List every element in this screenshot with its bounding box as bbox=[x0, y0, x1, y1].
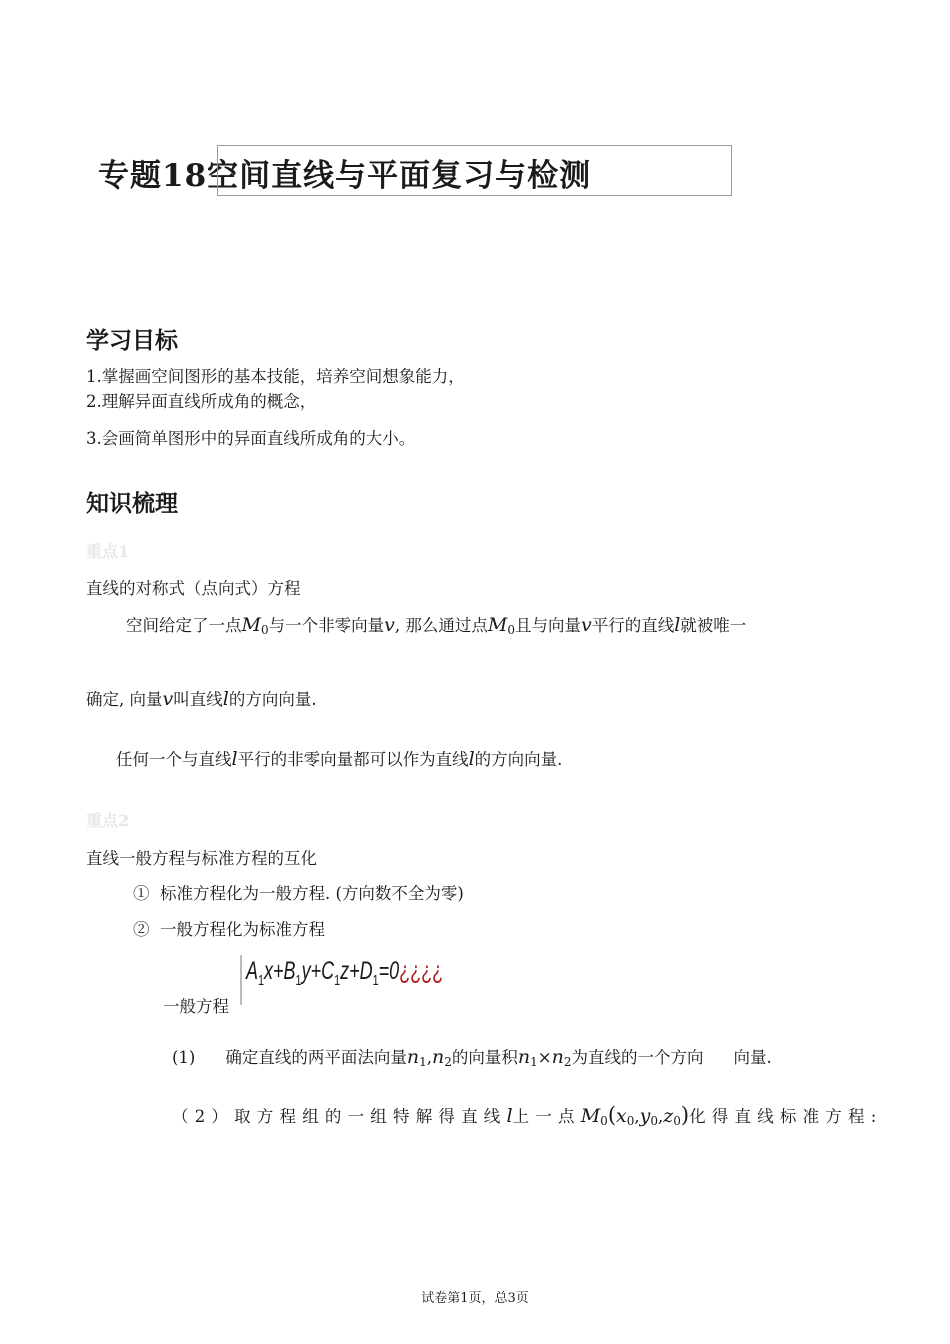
math-sub: 0 bbox=[507, 623, 515, 637]
math-sub: 0 bbox=[600, 1114, 608, 1128]
text-run: 取方程组的一组特解得直线 bbox=[234, 1107, 507, 1126]
key-point-label: 重点1 bbox=[86, 542, 130, 561]
step-number: (1) bbox=[172, 1048, 196, 1067]
text-run: 平行的直线 bbox=[591, 616, 675, 635]
text-run: 上一点 bbox=[512, 1107, 581, 1126]
paragraph-line bbox=[126, 612, 746, 636]
paragraph-line bbox=[116, 746, 562, 770]
text-run: 的方向向量. bbox=[228, 690, 317, 709]
math-sub: 1 bbox=[419, 1055, 427, 1069]
eq-term: z bbox=[340, 957, 350, 985]
text-run: 确定, 向量 bbox=[86, 690, 163, 709]
math-var: n bbox=[517, 1046, 531, 1068]
eq-op: + bbox=[273, 957, 284, 985]
math-var: l bbox=[468, 748, 475, 770]
equation-brace bbox=[240, 955, 242, 1005]
section-heading-goals: 学习目标 bbox=[86, 328, 178, 354]
text-run: , bbox=[426, 1048, 433, 1067]
goal-item: 1.掌握画空间图形的基本技能，培养空间想象能力， bbox=[86, 367, 465, 386]
list-text: 一般方程化为标准方程 bbox=[160, 920, 325, 939]
math-var: l bbox=[506, 1105, 513, 1127]
text-run: 化得直线标准方程: bbox=[689, 1107, 883, 1126]
math-sub: 0 bbox=[626, 1114, 635, 1128]
math-op: × bbox=[537, 1048, 552, 1067]
list-item bbox=[133, 916, 325, 940]
math-sub: 2 bbox=[444, 1055, 452, 1069]
math-sub: 2 bbox=[563, 1055, 572, 1069]
math-var: v bbox=[384, 614, 395, 636]
eq-term: =0 bbox=[378, 957, 400, 985]
eq-term: y bbox=[301, 957, 311, 985]
eq-sub: 1 bbox=[295, 972, 302, 989]
paragraph-line bbox=[86, 686, 317, 710]
math-var: M bbox=[487, 614, 508, 636]
math-var: n bbox=[551, 1046, 564, 1068]
text-run: 确定直线的两平面法向量 bbox=[225, 1048, 407, 1067]
page-footer: 试卷第1页，总3页 bbox=[421, 1291, 529, 1306]
title-frame bbox=[217, 145, 732, 196]
text-run: 的向量积 bbox=[451, 1048, 518, 1067]
eq-term: C bbox=[321, 957, 335, 985]
text-run: 叫直线 bbox=[173, 690, 223, 709]
eq-sub: 1 bbox=[258, 972, 265, 989]
text-run: 空间给定了一点 bbox=[126, 616, 242, 635]
text-run: 为直线的一个方向 bbox=[571, 1048, 704, 1067]
step-line: （2）取方程组的一组特解得直线l上一点M0(x0,y0,z0)化得直线标准方程: bbox=[172, 1103, 883, 1128]
math-sub: 1 bbox=[530, 1055, 538, 1069]
step-line bbox=[172, 1044, 772, 1068]
math-var: n bbox=[406, 1046, 420, 1068]
eq-sub: 1 bbox=[334, 972, 341, 989]
math-var: x bbox=[616, 1105, 627, 1127]
goal-item: 2.理解异面直线所成角的概念， bbox=[86, 392, 317, 411]
math-var: M bbox=[580, 1105, 601, 1127]
list-number: ① bbox=[133, 884, 150, 903]
key-point-label: 重点2 bbox=[86, 811, 130, 830]
key-point-subtitle: 直线一般方程与标准方程的互化 bbox=[86, 849, 317, 868]
math-sub: 0 bbox=[650, 1114, 658, 1128]
text-run: 就被唯一 bbox=[680, 616, 747, 635]
math-var: z bbox=[663, 1105, 674, 1127]
section-heading-knowledge: 知识梳理 bbox=[86, 491, 178, 517]
math-var: M bbox=[241, 614, 261, 636]
list-text: 标准方程化为一般方程. (方向数不全为零) bbox=[160, 884, 464, 903]
text-run: , bbox=[658, 1107, 664, 1126]
list-item bbox=[133, 880, 464, 904]
step-number: （2） bbox=[172, 1107, 235, 1126]
math-sub: 0 bbox=[673, 1114, 681, 1128]
math-var: l bbox=[231, 748, 238, 770]
text-run: 平行的非零向量都可以作为直线 bbox=[237, 750, 469, 769]
math-var: l bbox=[222, 688, 229, 710]
eq-term: x bbox=[264, 957, 274, 985]
key-point-subtitle: 直线的对称式（点向式）方程 bbox=[86, 579, 301, 598]
math-var: l bbox=[674, 614, 681, 636]
text-run: 的方向向量. bbox=[474, 750, 563, 769]
math-sub: 0 bbox=[260, 623, 269, 637]
goal-item: 3.会画简单图形中的异面直线所成角的大小。 bbox=[86, 429, 416, 448]
math-var: y bbox=[639, 1105, 651, 1127]
general-equation bbox=[246, 957, 444, 989]
page-title: 专题18空间直线与平面复习与检测 bbox=[98, 158, 592, 194]
text-run: , 那么通过点 bbox=[394, 616, 488, 635]
general-equation-label: 一般方程 bbox=[163, 997, 229, 1016]
eq-op: + bbox=[310, 957, 322, 985]
garbled-glyphs: ¿¿¿¿ bbox=[399, 957, 444, 985]
text-run: 向量. bbox=[733, 1048, 772, 1067]
text-run: 任何一个与直线 bbox=[116, 750, 232, 769]
list-number: ② bbox=[133, 920, 150, 939]
eq-term: A bbox=[246, 957, 259, 985]
math-var: n bbox=[432, 1046, 445, 1068]
eq-term: B bbox=[283, 957, 296, 985]
math-var: v bbox=[162, 688, 174, 710]
text-run: , bbox=[634, 1107, 640, 1126]
eq-op: + bbox=[349, 957, 360, 985]
eq-sub: 1 bbox=[372, 972, 379, 989]
math-var: v bbox=[580, 614, 592, 636]
text-run: 与一个非零向量 bbox=[268, 616, 385, 635]
text-run: 且与向量 bbox=[514, 616, 581, 635]
eq-term: D bbox=[359, 957, 373, 985]
